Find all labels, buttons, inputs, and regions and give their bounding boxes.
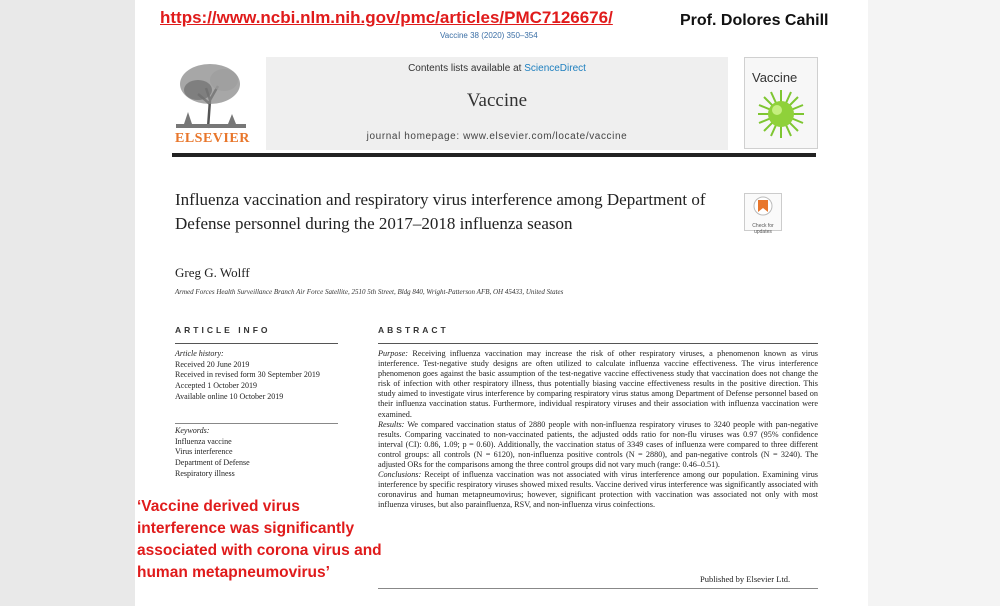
keywords-label: Keywords: [175,426,210,435]
article-info-heading: ARTICLE INFO [175,325,271,335]
keyword-item: Influenza vaccine [175,436,232,446]
journal-citation: Vaccine 38 (2020) 350–354 [440,31,538,40]
article-title: Influenza vaccination and respiratory virus interference among Department of Defense personnel during the 2017–2018 influenza season [175,190,706,233]
highlighted-quote: ‘Vaccine derived virus interference was significantly associated with corona virus and human metapneumovirus’ [137,498,382,581]
article-history [175,349,340,403]
author-name: Greg G. Wolff [175,265,250,280]
keywords-block [175,426,340,480]
publisher-note: Published by Elsevier Ltd. [700,574,791,584]
abstract-rule [378,343,818,344]
abstract-body [378,349,818,511]
check-for-updates-icon[interactable] [744,193,782,235]
article-url-link[interactable]: https://www.ncbi.nlm.nih.gov/pmc/articles/PMC7126676/ [160,8,613,27]
history-item: Accepted 1 October 2019 [175,381,257,391]
contents-prefix: Contents lists available at [408,63,525,74]
contents-available-line [266,63,728,74]
journal-name: Vaccine [466,90,528,111]
history-item: Received 20 June 2019 [175,359,250,369]
right-margin [868,0,1000,606]
conclusions-text: Receipt of influenza vaccination was not associated with virus interference among our population. Examining virus interference by specific respiratory viruses showed mixed results. Vaccine derived virus interference was significantly associated with coronavirus and human metapneumovirus; however, significant protection with vaccination was associated not only with most influenza viruses, but also parainfluenza, RSV, and non-influenza virus coinfections. [378,470,818,510]
purpose-text: Receiving influenza vaccination may increase the risk of other respiratory viruses, a phenomenon known as virus interference. Test-negative study designs are often utilized to calculate influenza vaccine effectiveness. The virus interference phenomenon goes against the basic assumption of the test-negative vaccine effectiveness study that vaccination does not change the risk of infection with other respiratory illness, thus potentially biasing vaccine effectiveness results in the positive direction. This study aimed to investigate virus interference by comparing respiratory virus status among Department of Defense personnel based on their influenza vaccination status. Furthermore, individual respiratory viruses and their association with influenza vaccination were examined. [378,349,818,419]
conclusions-label: Conclusions: [378,470,422,480]
speaker-caption: Prof. Dolores Cahill [680,12,829,29]
check-updates-label: Check for updates [752,223,774,235]
bottom-rule [378,588,818,589]
keyword-item: Virus interference [175,447,233,457]
history-item: Received in revised form 30 September 2019 [175,370,320,380]
author-affiliation: Armed Forces Health Surveillance Branch Air Force Satellite, 2510 5th Street, Bldg 840, Wright-Patterson AFB, OH 45433, United States [175,288,564,296]
results-label: Results: [378,419,405,429]
abstract-heading: ABSTRACT [378,325,449,335]
check-updates-bookmark-icon [745,194,781,218]
journal-homepage[interactable]: journal homepage: www.elsevier.com/locate/vaccine [366,131,628,142]
history-item: Available online 10 October 2019 [175,391,284,401]
keyword-item: Respiratory illness [175,468,235,478]
header-rule [172,153,816,157]
keyword-item: Department of Defense [175,458,250,468]
virus-cover-icon [756,88,806,140]
sciencedirect-link[interactable]: ScienceDirect [524,63,586,74]
purpose-label: Purpose: [378,349,409,358]
keywords-rule [175,423,338,424]
elsevier-wordmark: ELSEVIER [175,131,250,146]
info-rule [175,343,338,344]
history-label: Article history: [175,349,224,358]
cover-title: Vaccine [752,70,798,85]
results-text: We compared vaccination status of 2880 people with non-influenza respiratory viruses to 3240 people with pan-negative results. Comparing vaccinated to non-vaccinated patients, the adjusted odds ratio for non-flu viruses was 0.97 (95% confidence interval (CI): 0.86, 1.09; p = 0.60). Additionally, the vaccination status of 3349 cases of influenza were compared to three different control groups: all controls (N = 6120), non-influenza positive controls (N = 2880), and pan-negative controls (N = 3240). The adjusted ORs for the comparisons among the three control groups did not vary much (range: 0.46–0.51). [378,419,818,470]
